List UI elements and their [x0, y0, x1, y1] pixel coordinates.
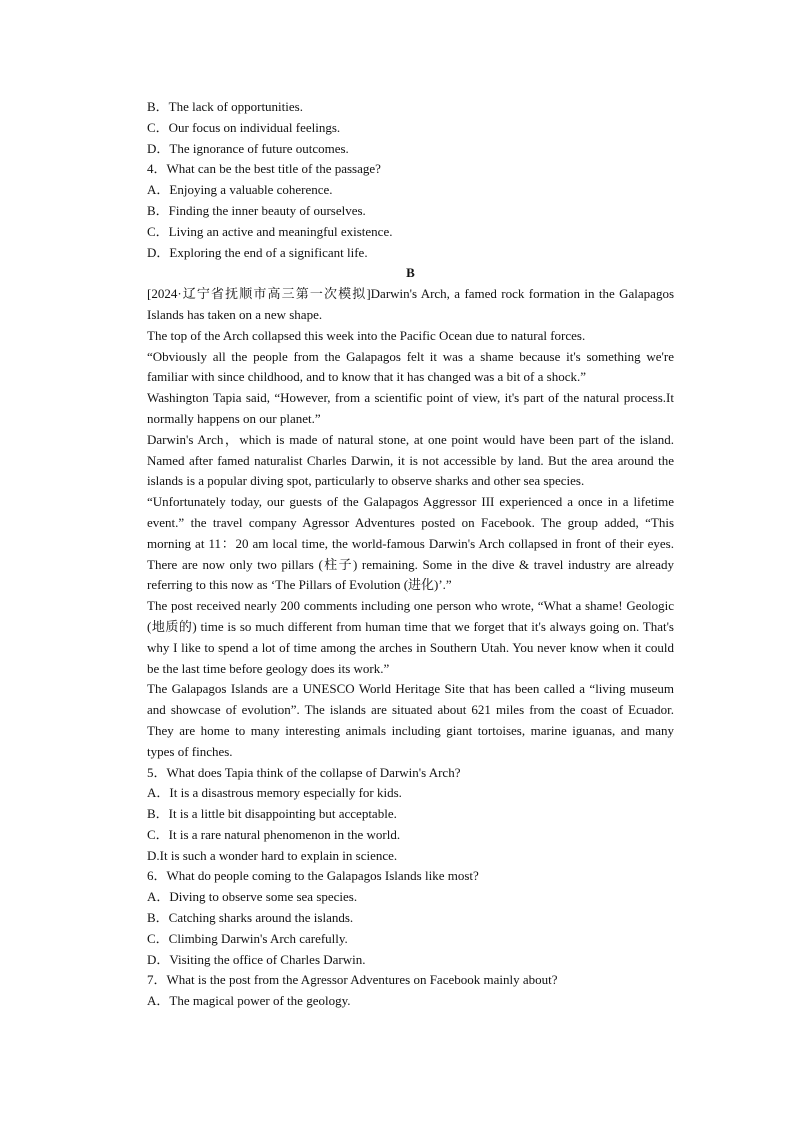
- passage-paragraph: “Unfortunately today, our guests of the Galapagos Aggressor III experienced a once in a lifetime event.” the travel company Agressor Adventures posted on Facebook. The group added, “This morning at 11：20 am local time, the world-famous Darwin's Arch collapsed in front of their eyes. There are now only two pillars (柱子) remaining. Some in the dive & travel industry are already referring to this now as ‘The Pillars of Evolution (进化)’.”: [147, 494, 674, 593]
- passage-paragraph: [2024·辽宁省抚顺市高三第一次模拟]Darwin's Arch, a famed rock formation in the Galapagos Islands has taken on a new shape.: [147, 286, 674, 322]
- option-line: A．Enjoying a valuable coherence.: [147, 182, 333, 198]
- option-line: B．The lack of opportunities.: [147, 99, 303, 114]
- option-line: D．Visiting the office of Charles Darwin.: [147, 951, 366, 967]
- option-line: B．Catching sharks around the islands.: [147, 910, 354, 926]
- option-line: A．It is a disastrous memory especially for kids.: [147, 785, 402, 801]
- passage-paragraph: “Obviously all the people from the Galapagos felt it was a shame because it's something we're familiar with since childhood, and to know that it has changed was a bit of a shock.”: [147, 348, 674, 385]
- question-line: 7．What is the post from the Agressor Adventures on Facebook mainly about?: [147, 972, 558, 988]
- option-line: C．Climbing Darwin's Arch carefully.: [147, 930, 348, 946]
- option-line: D．The ignorance of future outcomes.: [147, 140, 349, 156]
- option-line: D．Exploring the end of a significant life.: [147, 244, 368, 260]
- question-line: 4．What can be the best title of the passage?: [147, 161, 381, 177]
- passage-paragraph: Washington Tapia said, “However, from a scientific point of view, it's part of the natural process.It normally happens on our planet.”: [147, 390, 674, 426]
- passage-paragraph: Darwin's Arch，which is made of natural stone, at one point would have been part of the island. Named after famed naturalist Charles Darwin, it is not accessible by land. But the area around the islands is a popular diving spot, particularly to observe sharks and other sea species.: [147, 431, 674, 489]
- option-line: C．Our focus on individual feelings.: [147, 119, 341, 135]
- option-line: A．The magical power of the geology.: [147, 993, 351, 1009]
- passage-paragraph: The top of the Arch collapsed this week into the Pacific Ocean due to natural forces.: [147, 327, 586, 343]
- option-line: D.It is such a wonder hard to explain in science.: [147, 847, 398, 863]
- section-label: B: [406, 265, 415, 281]
- passage-paragraph: The post received nearly 200 comments including one person who wrote, “What a shame! Geologic (地质的) time is so much different from human time that we forget that it's always going on. That's why I like to spend a lot of time among the arches in Southern Utah. You never know when it could be the last time before geology does its work.”: [147, 598, 674, 676]
- question-line: 6．What do people coming to the Galapagos Islands like most?: [147, 868, 479, 884]
- passage-paragraph: The Galapagos Islands are a UNESCO World Heritage Site that has been called a “living museum and showcase of evolution”. The islands are situated about 621 miles from the coast of Ecuador. They are home to many interesting animals including giant tortoises, marine iguanas, and many types of finches.: [147, 681, 674, 759]
- document-content: [147, 97, 674, 1012]
- question-line: 5．What does Tapia think of the collapse of Darwin's Arch?: [147, 764, 461, 780]
- option-line: C．It is a rare natural phenomenon in the world.: [147, 826, 401, 842]
- option-line: A．Diving to observe some sea species.: [147, 889, 358, 905]
- option-line: C．Living an active and meaningful existence.: [147, 223, 393, 239]
- option-line: B．Finding the inner beauty of ourselves.: [147, 202, 366, 218]
- option-line: B．It is a little bit disappointing but acceptable.: [147, 806, 397, 822]
